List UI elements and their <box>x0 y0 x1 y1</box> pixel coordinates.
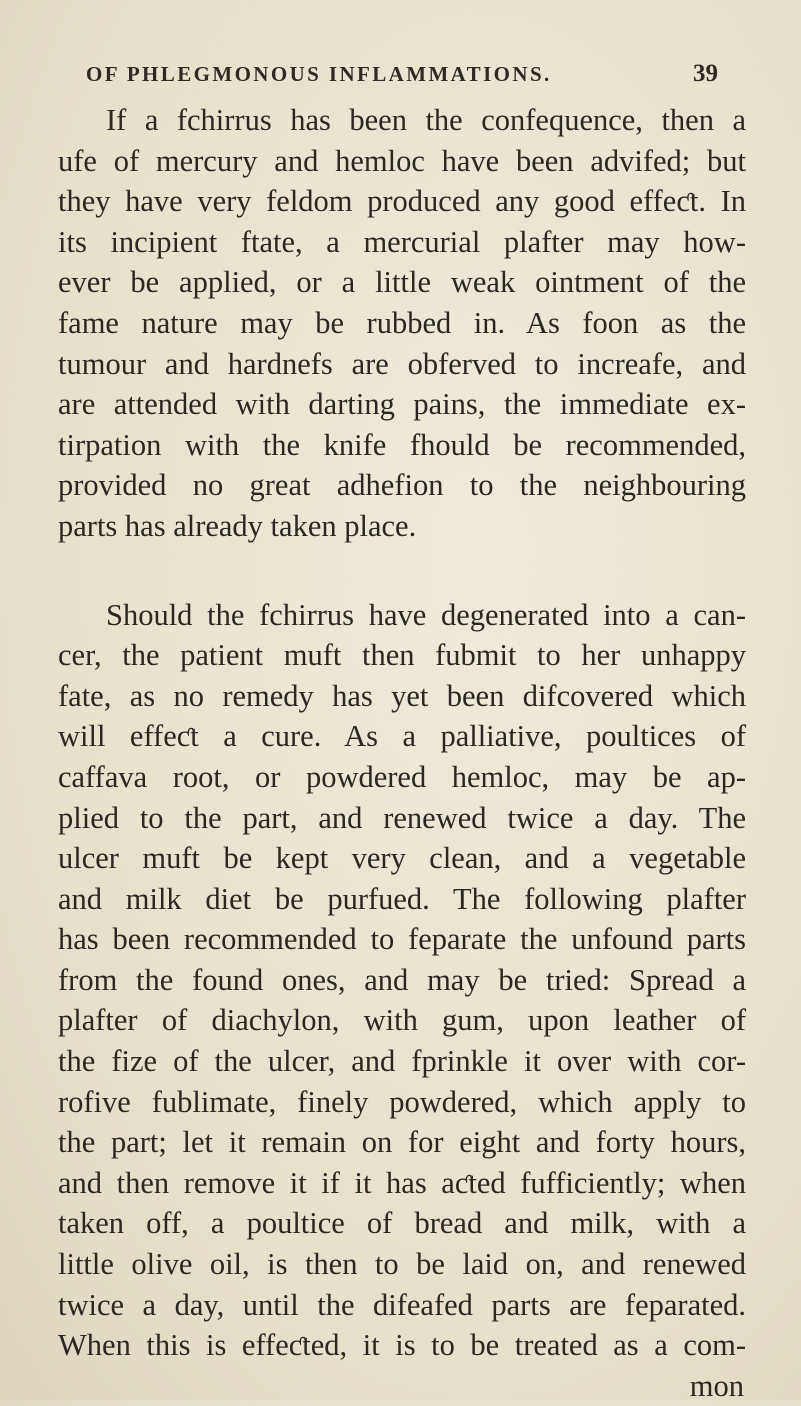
text-line: plafter of diachylon, with gum, upon leather of <box>58 1003 746 1038</box>
catchword: mon <box>689 1368 744 1403</box>
text-line: If a fchirrus has been the confequence, then a <box>106 103 746 137</box>
text-line: they have very feldom produced any good effeƈt. In <box>58 184 746 219</box>
paragraph-cancer-treatment <box>58 595 746 1366</box>
text-line: tirpation with the knife fhould be recommended, <box>58 427 746 462</box>
text-line: Should the fchirrus have degenerated into a can- <box>106 597 746 632</box>
text-line: rofive fublimate, finely powdered, which apply to <box>58 1084 746 1119</box>
paragraph-scirrhus-treatment <box>58 100 746 547</box>
text-line: its incipient ftate, a mercurial plafter may how- <box>58 224 746 259</box>
text-line: and milk diet be purfued. The following plafter <box>58 881 746 916</box>
text-line: tumour and hardnefs are obferved to increafe, and <box>58 346 746 381</box>
body-text <box>58 100 746 1406</box>
text-line: plied to the part, and renewed twice a day. The <box>58 800 746 835</box>
text-line: the fize of the ulcer, and fprinkle it over with cor- <box>58 1044 746 1079</box>
text-line: are attended with darting pains, the immediate ex- <box>58 387 746 422</box>
paragraph-gap <box>58 547 746 595</box>
text-line: parts has already taken place. <box>58 508 417 543</box>
text-line: When this is effeƈted, it is to be treated as a com- <box>58 1328 746 1363</box>
text-line: ever be applied, or a little weak ointment of the <box>58 265 746 300</box>
text-line: the part; let it remain on for eight and forty hours, <box>58 1125 746 1160</box>
text-line: ulcer muft be kept very clean, and a vegetable <box>58 841 746 876</box>
text-line: fame nature may be rubbed in. As foon as the <box>58 305 746 340</box>
page-number: 39 <box>693 60 718 87</box>
running-head <box>60 58 740 98</box>
text-line: will effeƈt a cure. As a palliative, poultices of <box>58 719 746 754</box>
text-line: twice a day, until the difeafed parts are feparated. <box>58 1287 746 1322</box>
text-line: caffava root, or powdered hemloc, may be ap- <box>58 759 746 794</box>
text-line: has been recommended to feparate the unfound parts <box>58 922 746 957</box>
text-line: fate, as no remedy has yet been difcovered which <box>58 678 746 713</box>
text-line: from the found ones, and may be tried: Spread a <box>58 962 746 997</box>
text-line: and then remove it if it has aƈted fufficiently; when <box>58 1165 746 1200</box>
text-line: little olive oil, is then to be laid on, and renewed <box>58 1247 746 1282</box>
text-line: provided no great adhefion to the neighbouring <box>58 468 746 503</box>
text-line: taken off, a poultice of bread and milk, with a <box>58 1206 746 1241</box>
running-head-title: OF PHLEGMONOUS INFLAMMATIONS. <box>86 62 552 86</box>
text-line: cer, the patient muft then fubmit to her unhappy <box>58 638 746 673</box>
text-line: ufe of mercury and hemloc have been advifed; but <box>58 143 746 178</box>
